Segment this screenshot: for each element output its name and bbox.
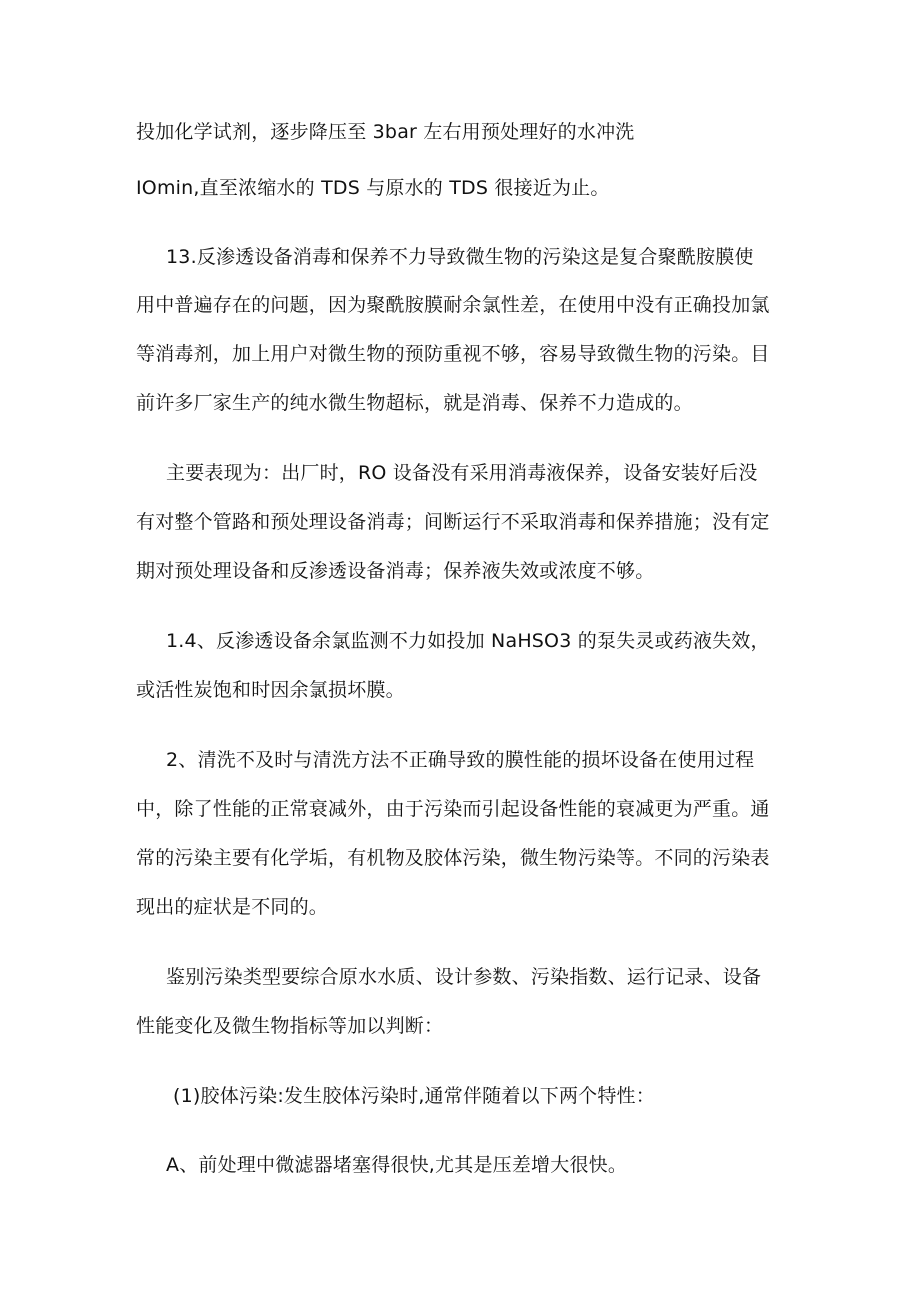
- text-line-18: (1)胶体污染:发生胶体污染时,通常伴随着以下两个特性：: [173, 1085, 655, 1107]
- text-line-8: 有对整个管路和预处理设备消毒；间断运行不采取消毒和保养措施；没有定: [136, 511, 770, 533]
- text-line-5: 等消毒剂，加上用户对微生物的预防重视不够，容易导致微生物的污染。目: [136, 343, 770, 365]
- text-line-15: 现出的症状是不同的。: [136, 896, 329, 918]
- text-line-14: 常的污染主要有化学垢，有机物及胶体污染，微生物污染等。不同的污染表: [136, 847, 770, 869]
- text-line-1: 投加化学试剂，逐步降压至 3bar 左右用预处理好的水冲洗: [136, 121, 635, 143]
- text-line-7: 主要表现为：出厂时，RO 设备没有采用消毒液保养，设备安装好后没: [166, 462, 758, 484]
- text-line-4: 用中普遍存在的问题，因为聚酰胺膜耐余氯性差，在使用中没有正确投加氯: [136, 294, 770, 316]
- text-line-10: 1.4、反渗透设备余氯监测不力如投加 NaHSO3 的泵失灵或药液失效，: [166, 630, 770, 652]
- text-line-16: 鉴别污染类型要综合原水水质、设计参数、污染指数、运行记录、设备: [166, 966, 762, 988]
- text-line-12: 2、清洗不及时与清洗方法不正确导致的膜性能的损坏设备在使用过程: [166, 749, 755, 771]
- text-line-19: A、前处理中微滤器堵塞得很快,尤其是压差增大很快。: [166, 1154, 628, 1176]
- text-line-11: 或活性炭饱和时因余氯损坏膜。: [136, 679, 405, 701]
- text-line-2: IOmin,直至浓缩水的 TDS 与原水的 TDS 很接近为止。: [136, 177, 610, 199]
- text-line-6: 前许多厂家生产的纯水微生物超标，就是消毒、保养不力造成的。: [136, 392, 693, 414]
- text-line-3: 13.反渗透设备消毒和保养不力导致微生物的污染这是复合聚酰胺膜使: [166, 246, 754, 268]
- text-line-9: 期对预处理设备和反渗透设备消毒；保养液失效或浓度不够。: [136, 560, 655, 582]
- text-line-13: 中，除了性能的正常衰减外，由于污染而引起设备性能的衰减更为严重。通: [136, 798, 770, 820]
- text-line-17: 性能变化及微生物指标等加以判断：: [136, 1015, 444, 1037]
